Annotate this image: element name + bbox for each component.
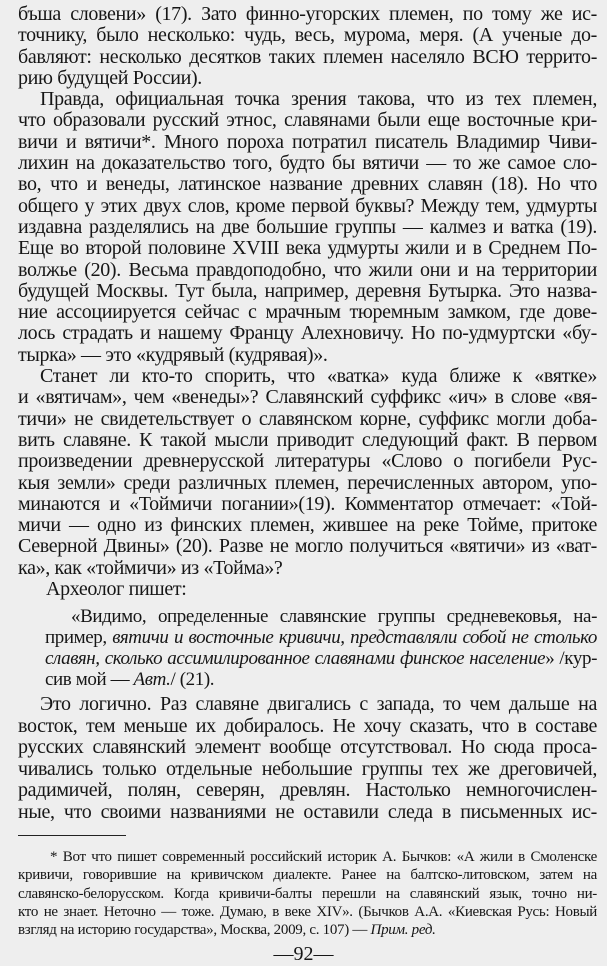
block-quote (45, 606, 597, 690)
paragraph (18, 4, 597, 89)
text-line: вичи и вятичи*. Много пороха потратил писатель Владимир Чиви- (18, 130, 597, 153)
text-line: бъша словени» (17). Зато финно-угорских племен, по тому же ис- (18, 3, 597, 25)
text-span: ка», как «тоймичи» из «Тойма»? (18, 556, 283, 579)
text-line: кыя земли» среди различных племен, перечисленных автором, упо- (18, 471, 597, 494)
paragraph-intro (18, 579, 597, 600)
text-span: рию будущей России). (18, 66, 202, 89)
italic-text: Авт. (133, 669, 171, 690)
paragraph (18, 89, 597, 366)
text-line: Еще во второй половине XVIII века удмурты жили и в Среднем По- (18, 237, 597, 260)
text-span: пример, (45, 627, 113, 648)
text-line: вить славяне. К такой мысли приводит следующий факт. В первом (18, 428, 597, 451)
page-number: —92— (273, 943, 334, 965)
text-span: сив мой — (45, 669, 134, 690)
italic-text: Прим. ред. (370, 922, 436, 939)
text-line: кривичи, говорившие на кривичском диалекте. Ранее на балтско-литовском, затем на (18, 867, 597, 884)
text-line: мичи — одно из финских племен, жившее на реке Тойме, притоке (18, 514, 597, 537)
text-line: бавляют: несколько десятков таких племен населяло ВСЮ террито- (18, 45, 597, 68)
text-line: произведении древнерусской литературы «Слово о погибели Рус- (18, 450, 597, 473)
text-line: во, что и венеды, латинское название древних славян (18). Но что (18, 173, 597, 196)
text-line: лось страдать и нашему Францу Алехновичу. Но по-удмуртски «бу- (18, 322, 597, 345)
paragraph-last (18, 694, 597, 824)
text-line: и «вятичам», чем «венеды»? Славянский суффикс «ич» в слове «вя- (18, 386, 597, 409)
text-line (18, 558, 597, 579)
footnote-divider (18, 835, 126, 836)
text-span: / (21). (170, 669, 215, 690)
text-line: точнику, было несколько: чудь, весь, мурома, меря. (А ученые до- (18, 24, 597, 47)
footnote (18, 848, 597, 939)
text-line: Правда, официальная точка зрения такова, что из тех племен, (40, 88, 597, 111)
text-line: ние ассоциируется сейчас с мрачным тюремным замком, где дове- (18, 301, 597, 324)
text-line: волжье (20). Весьма правдоподобно, что жили они и на территории (18, 258, 597, 281)
text-line (18, 68, 597, 89)
text-span: взгляд на историю государства», Москва, 2009, с. 107) — (18, 922, 371, 939)
main-text (18, 4, 597, 600)
text-line: радимичей, полян, северян, древлян. Настолько немногочислен- (18, 779, 597, 802)
text-line (45, 669, 597, 690)
text-span: » /кур- (545, 648, 597, 669)
text-line (18, 345, 597, 366)
text-line (18, 579, 597, 600)
text-line: лихин на доказательство того, будто бы вятичи — то же самое сло- (18, 152, 597, 175)
text-line: кто не знает. Неточно — тоже. Думаю, в веке XIV». (Бычков А.А. «Киевская Русь: Новый (18, 903, 597, 920)
text-line: чивались только отдельные небольшие группы тех же дреговичей, (18, 757, 597, 780)
text-line: * Вот что пишет современный российский историк А. Бычков: «А жили в Смоленске (50, 849, 597, 865)
text-line (45, 648, 597, 669)
italic-text: славян, сколько ассимилированное славянами финское население (45, 648, 546, 669)
text-line: что образовали русский этнос, славянами были еще восточные кри- (18, 109, 597, 132)
paragraph (18, 366, 597, 579)
text-line: издавна разделялись на две большие группы — калмез и ватка (19). (18, 215, 597, 238)
text-line: Северной Двины» (20). Разве не могло получиться «вятичи» из «ват- (18, 535, 597, 558)
text-line: «Видимо, определенные славянские группы средневековья, на- (71, 606, 597, 627)
text-line: Это логично. Раз славяне двигались с запада, то чем дальше на (40, 693, 597, 715)
text-line (18, 921, 597, 939)
text-span: Археолог пишет: (46, 578, 187, 601)
text-line: славянско-белорусском. Когда кривичи-балты перешли на славянский язык, точно ни- (18, 885, 597, 902)
text-line: Станет ли кто-то спорить, что «ватка» куда ближе к «вятке» (40, 365, 597, 388)
text-line: будущей Москвы. Тут была, например, деревня Бутырка. Это назва- (18, 279, 597, 302)
text-line: общего у этих двух слов, кроме первой буквы? Между тем, удмурты (18, 194, 597, 217)
text-line (45, 627, 597, 648)
text-span: тырка» — это «кудрявый (кудрявая)». (18, 343, 328, 366)
text-line: русских славянский элемент вообще отсутствовал. Но сюда проса- (18, 736, 597, 759)
text-line: ные, что своими названиями не оставили следа в письменных ис- (18, 800, 597, 823)
text-line: тичи» не свидетельствует о славянском корне, суффикс могли доба- (18, 407, 597, 430)
text-line: восток, тем меньше их добиралось. Не хочу сказать, что в составе (18, 714, 597, 737)
text-line: минаются и «Тоймичи погании»(19). Комментатор отмечает: «Той- (18, 492, 597, 515)
italic-text: вятичи и восточные кривичи, представляли собой не столько (112, 627, 597, 648)
